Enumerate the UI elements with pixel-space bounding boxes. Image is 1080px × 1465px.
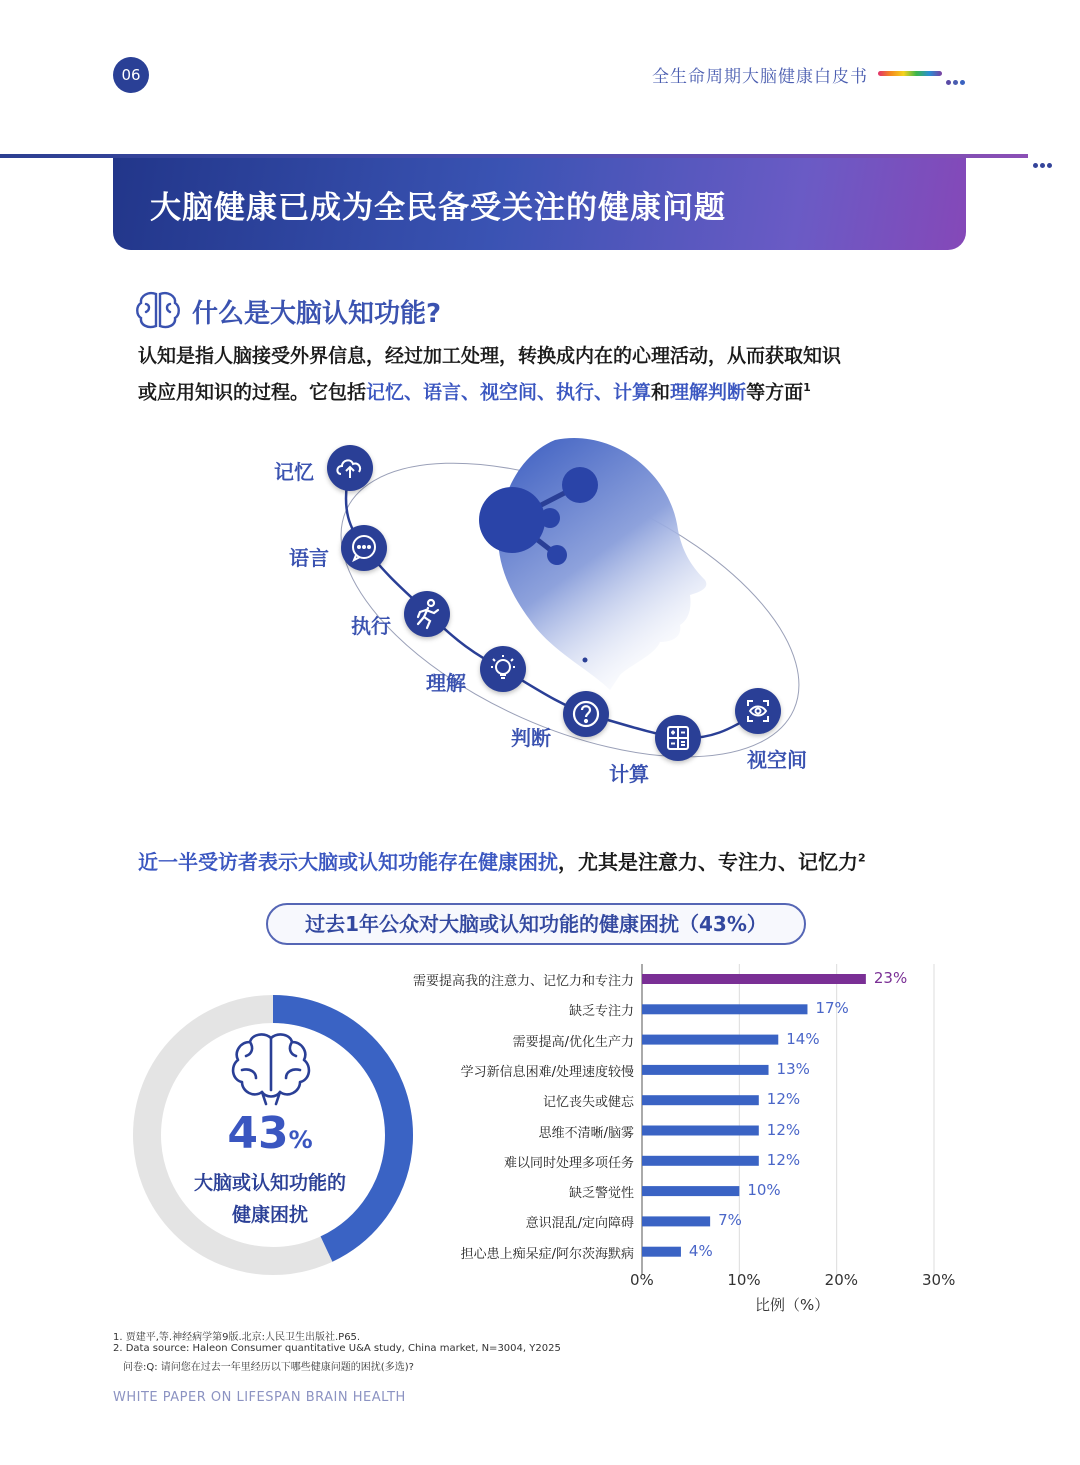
section-title: 什么是大脑认知功能?: [192, 299, 442, 329]
bar-category-label: 记忆丧失或健忘: [542, 1095, 634, 1111]
chart-title-pill: 过去1年公众对大脑或认知功能的健康困扰（43%）: [266, 903, 806, 945]
bar-value-label: 17%: [815, 999, 849, 1018]
bar: [642, 1065, 769, 1075]
x-axis-label: 比例（%）: [755, 1296, 830, 1314]
label-execute: 执行: [351, 614, 391, 638]
language-node: [341, 525, 387, 571]
bar-value-label: 23%: [873, 969, 908, 987]
bar: [642, 974, 866, 984]
running-icon: [404, 591, 450, 637]
highlight-text: 记忆、语言、视空间、执行、计算: [366, 381, 652, 404]
bar-category-label: 需要提高我的注意力、记忆力和专注力: [412, 974, 634, 989]
dots-icon: [1033, 153, 1054, 172]
intro-line-1: 认知是指人脑接受外界信息，经过加工处理，转换成内在的心理活动，从而获取知识: [138, 345, 842, 367]
x-tick-label: 30%: [922, 1271, 956, 1289]
visuospatial-node: [735, 688, 781, 734]
judge-node: [563, 691, 609, 737]
bar-value-label: 14%: [786, 1029, 820, 1048]
bar-category-label: 需要提高/优化生产力: [512, 1034, 634, 1050]
bar-value-label: 7%: [718, 1211, 742, 1230]
bar-category-label: 意识混乱/定向障碍: [525, 1216, 634, 1232]
bar: [642, 1126, 759, 1136]
footnote-ref: 1: [803, 381, 811, 394]
label-understand: 理解: [426, 671, 466, 695]
x-tick-label: 0%: [630, 1271, 654, 1289]
bar-category-label: 缺乏专注力: [568, 1004, 634, 1020]
footnote-ref: 2: [858, 851, 866, 865]
label-judge: 判断: [511, 726, 551, 750]
banner-title: 大脑健康已成为全民备受关注的健康问题: [150, 190, 726, 226]
bar-value-label: 13%: [776, 1059, 810, 1078]
bar-value-label: 12%: [766, 1090, 801, 1109]
execute-node: [404, 591, 450, 637]
chat-icon: [341, 525, 387, 571]
page-number: 06: [113, 57, 149, 93]
calculate-node: [655, 715, 701, 761]
memory-node: [327, 445, 373, 491]
label-calculate: 计算: [609, 762, 649, 786]
intro-line-2: 或应用知识的过程。它包括记忆、语言、视空间、执行、计算和理解判断等方面$^1$: [138, 381, 811, 404]
bar-value-label: 12%: [766, 1150, 801, 1169]
bar-category-label: 学习新信息困难/处理速度较慢: [460, 1064, 634, 1080]
donut-percent: 43%: [227, 1108, 313, 1159]
question-icon: [563, 691, 609, 737]
bar: [642, 1035, 778, 1045]
bar-value-label: 12%: [766, 1120, 801, 1139]
head-silhouette: [498, 438, 706, 690]
brain-icon: [226, 1030, 316, 1108]
bar: [642, 1004, 807, 1014]
bar: [642, 1216, 710, 1226]
footnote-2: 2. Data source: Haleon Consumer quantitative U&A study, China market, N=3004, Y2025: [113, 1343, 561, 1354]
cloud-upload-icon: [327, 445, 373, 491]
footnote-3: 问卷:Q: 请问您在过去一年里经历以下哪些健康问题的困扰(多选)?: [123, 1362, 414, 1373]
survey-subheading: 近一半受访者表示大脑或认知功能存在健康困扰，尤其是注意力、专注力、记忆力$^2$: [138, 850, 866, 874]
label-memory: 记忆: [274, 460, 314, 484]
highlight-text: 理解判断: [670, 381, 747, 404]
document-title: 全生命周期大脑健康白皮书: [652, 67, 868, 87]
bar-category-label: 难以同时处理多项任务: [503, 1155, 634, 1171]
bar-value-label: 10%: [747, 1181, 781, 1200]
calculator-icon: [655, 715, 701, 761]
eye-scan-icon: [735, 688, 781, 734]
bar-category-label: 缺乏警觉性: [568, 1186, 634, 1202]
label-language: 语言: [289, 546, 329, 570]
lightbulb-icon: [480, 646, 526, 692]
rainbow-bar-icon: [878, 71, 942, 76]
donut-label-line1: 大脑或认知功能的: [193, 1172, 346, 1194]
footer-english-title: WHITE PAPER ON LIFESPAN BRAIN HEALTH: [113, 1390, 406, 1405]
footnote-1: 1. 贾建平,等.神经病学第9版.北京:人民卫生出版社.P65.: [113, 1332, 361, 1343]
brain-outline-icon: [134, 290, 182, 330]
label-visuospatial: 视空间: [747, 748, 807, 772]
bar: [642, 1186, 739, 1196]
bar: [642, 1156, 759, 1166]
intro-paragraph: [138, 340, 958, 408]
bar-category-label: 思维不清晰/脑雾: [538, 1125, 634, 1141]
bar-category-label: 担心患上痴呆症/阿尔茨海默病: [460, 1246, 634, 1262]
donut-label-line2: 健康困扰: [231, 1204, 308, 1226]
dots-icon: [946, 70, 967, 89]
understand-node: [480, 646, 526, 692]
x-tick-label: 10%: [727, 1271, 761, 1289]
bar: [642, 1247, 681, 1257]
bar-value-label: 4%: [688, 1241, 713, 1260]
x-tick-label: 20%: [824, 1271, 858, 1289]
bar: [642, 1095, 759, 1105]
